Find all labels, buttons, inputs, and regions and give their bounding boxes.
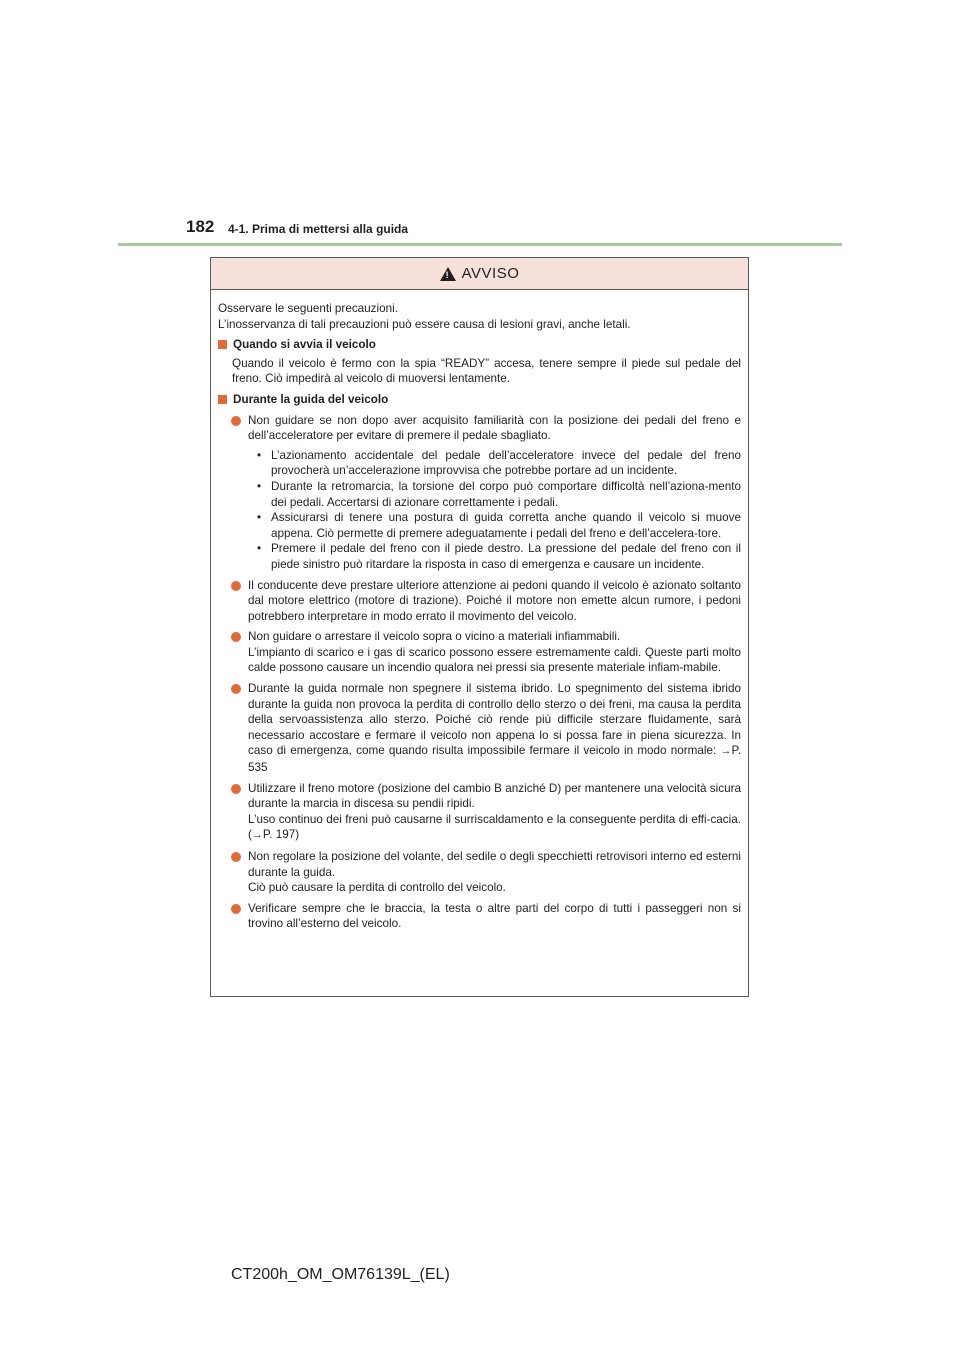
page-number: 182 <box>186 217 215 236</box>
sub-bullet-text: Premere il pedale del freno con il piede destro. La pressione del pedale del freno con il piede sinistro può ritardare la risposta in caso di emergenza e causare un incidente. <box>271 542 741 571</box>
sub-bullet-item: • Durante la retromarcia, la torsione del corpo può comportare difficoltà nell’aziona-mento dei pedali. Accertarsi di azionare correttamente i pedali. <box>257 479 741 509</box>
sub-bullet-item: • L’azionamento accidentale del pedale dell’acceleratore invece del pedale del freno provocherà un’accelerazione improvvisa che potrebbe portare ad un incidente. <box>257 448 741 478</box>
intro-line: Osservare le seguenti precauzioni. <box>218 302 398 315</box>
arrow-right-icon: → <box>720 745 732 758</box>
square-bullet-icon <box>218 340 227 349</box>
round-bullet-icon <box>231 416 241 426</box>
warning-body <box>211 290 748 932</box>
warning-header <box>211 258 748 290</box>
warning-triangle-icon: ! <box>440 267 456 281</box>
bullet-text: Verificare sempre che le braccia, la testa o altre parti del corpo di tutti i passeggeri non si trovino all’esterno del veicolo. <box>248 901 741 931</box>
page-reference-link[interactable]: P. 535 <box>248 744 741 775</box>
start-paragraph: Quando il veicolo è fermo con la spia “READY” accesa, tenere sempre il piede sul pedale del freno. Ciò impedirà al veicolo di muoversi lentamente. <box>232 356 741 386</box>
warning-title: AVVISO <box>461 265 520 282</box>
bullet-item <box>218 629 741 676</box>
bullet-item <box>218 413 741 444</box>
intro-line: L’inosservanza di tali precauzioni può essere causa di lesioni gravi, anche letali. <box>218 317 631 331</box>
arrow-right-icon: → <box>251 829 263 842</box>
round-bullet-icon <box>231 632 241 642</box>
bullet-text-with-ref <box>248 812 741 844</box>
bullet-text: Non guidare o arrestare il veicolo sopra o vicino a materiali infiammabili. <box>248 630 621 644</box>
square-bullet-icon <box>218 395 227 404</box>
sub-bullet-text: Durante la retromarcia, la torsione del corpo può comportare difficoltà nell’aziona-mento dei pedali. Accertarsi di azionare correttamente i pedali. <box>271 479 741 509</box>
warning-box <box>210 257 749 997</box>
bullet-item <box>218 681 741 776</box>
bullet-text: Ciò può causare la perdita di controllo del veicolo. <box>248 881 506 895</box>
subheading-text: Durante la guida del veicolo <box>233 392 389 406</box>
subheading-driving <box>218 392 741 408</box>
sub-bullet-text: Assicurarsi di tenere una postura di guida corretta anche quando il veicolo si muove appena. Ciò permette di premere adeguatamente i pedali del freno e dell’accelera-tore. <box>271 511 741 540</box>
subheading-start <box>218 337 741 353</box>
bullet-text: Non guidare se non dopo aver acquisito familiarità con la posizione dei pedali del freno e dell’acceleratore per evitare di premere il pedale sbagliato. <box>248 413 741 443</box>
bullet-text: Non regolare la posizione del volante, del sedile o degli specchietti retrovisori interno ed esterni durante la guida. <box>248 850 741 879</box>
bullet-text: Il conducente deve prestare ulteriore attenzione ai pedoni quando il veicolo è azionato soltanto dal motore elettrico (motore di trazione). Poiché il motore non emette alcun rumore, i pedoni potrebbero interpretare in modo errato il movimento del veicolo. <box>248 578 741 623</box>
bullet-item <box>218 781 741 844</box>
bullet-item <box>218 901 741 932</box>
bullet-text: L’impianto di scarico e i gas di scarico possono essere estremamente caldi. Queste parti molto calde possono causare un incendio qualora nei pressi sia presente materiale infiam-mabile. <box>248 645 741 675</box>
document-code: CT200h_OM_OM76139L_(EL) <box>231 1266 450 1283</box>
bullet-item <box>218 849 741 896</box>
round-bullet-icon <box>231 852 241 862</box>
section-title: 4-1. Prima di mettersi alla guida <box>228 222 409 236</box>
warning-intro <box>218 301 741 332</box>
sub-bullet-item: • Premere il pedale del freno con il piede destro. La pressione del pedale del freno con il piede sinistro può ritardare la risposta in caso di emergenza e causare un incidente. <box>257 542 741 571</box>
bullet-text: Durante la guida normale non spegnere il sistema ibrido. Lo spegnimento del sistema ibrido durante la guida non provoca la perdita di controllo dello sterzo o dei freni, ma causa la perdita della servoassistenza allo sterzo. Poiché ciò rende più difficile sterzare fluidamente, sarà necessario accostare e fermare il veicolo non appena lo si possa fare in piena sicurezza. In caso di emergenza, come quando risulta impossibile fermare il veicolo in modo normale: <box>248 682 741 758</box>
bullet-text-with-ref <box>248 681 741 776</box>
bullet-item <box>218 578 741 625</box>
round-bullet-icon <box>231 581 241 591</box>
page-reference-link[interactable]: P. 197 <box>262 828 296 842</box>
subheading-text: Quando si avvia il veicolo <box>233 338 376 352</box>
round-bullet-icon <box>231 904 241 914</box>
sub-bullet-list <box>248 448 741 573</box>
round-bullet-icon <box>231 684 241 694</box>
sub-bullet-text: L’azionamento accidentale del pedale dell’acceleratore invece del pedale del freno provocherà un’accelerazione improvvisa che potrebbe portare ad un incidente. <box>271 448 741 478</box>
sub-bullet-item: • Assicurarsi di tenere una postura di guida corretta anche quando il veicolo si muove appena. Ciò permette di premere adeguatamente i pedali del freno e dell’accelera-tore. <box>257 511 741 540</box>
round-bullet-icon <box>231 784 241 794</box>
bullet-text: L’uso continuo dei freni può causarne il surriscaldamento e la conseguente perdita di effi-cacia. ( <box>248 812 741 842</box>
closing-paren: ) <box>295 828 300 842</box>
header-rule <box>118 243 842 246</box>
bullet-text: Utilizzare il freno motore (posizione del cambio B anziché D) per mantenere una velocità sicura durante la marcia in discesa su pendii ripidi. <box>248 781 741 811</box>
